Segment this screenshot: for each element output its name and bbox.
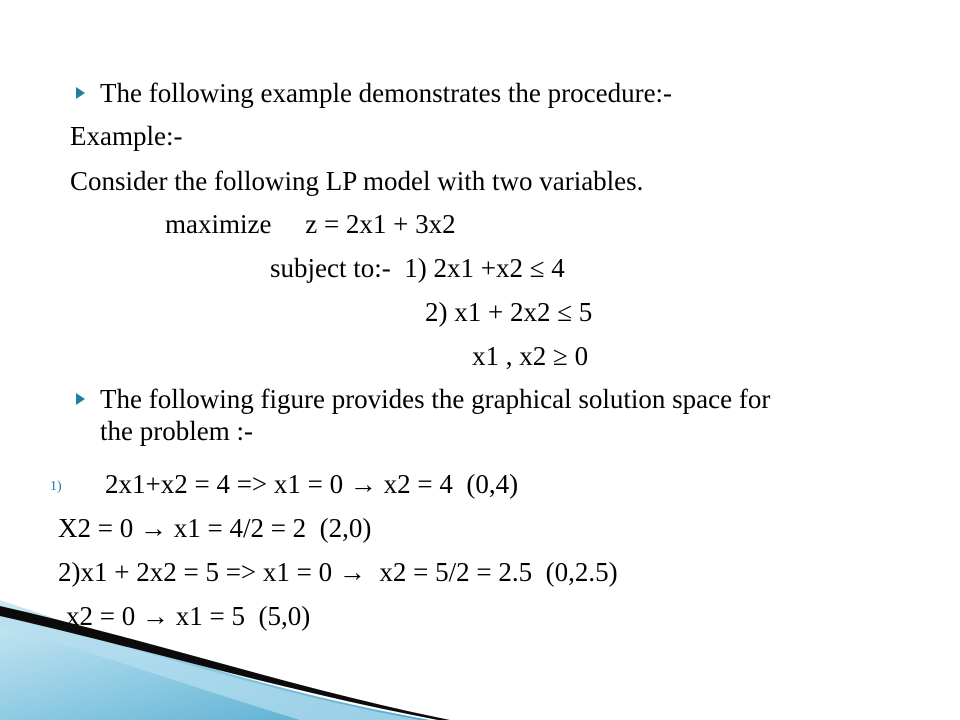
solution-line-2: X2 = 0 → x1 = 4/2 = 2 (2,0) (58, 513, 372, 543)
bullet-text-1: The following example demonstrates the procedure:- (100, 78, 673, 108)
intro-text: Consider the following LP model with two variables. (70, 166, 644, 196)
non-negativity: x1 , x2 ≥ 0 (472, 341, 589, 371)
objective-function: maximize z = 2x1 + 3x2 (165, 209, 456, 239)
constraint-2: 2) x1 + 2x2 ≤ 5 (425, 297, 593, 327)
list-number: 1) (50, 479, 62, 494)
solution-line-3: 2)x1 + 2x2 = 5 => x1 = 0 → x2 = 5/2 = 2.5 (0,2.5) (58, 557, 618, 587)
solution-line-4: x2 = 0 → x1 = 5 (5,0) (66, 601, 311, 631)
bullet-text-2-continued: the problem :- (100, 416, 253, 446)
bullet-text-2: The following figure provides the graphical solution space for (100, 384, 771, 414)
constraint-1: subject to:- 1) 2x1 +x2 ≤ 4 (270, 253, 565, 283)
solution-line-1: 2x1+x2 = 4 => x1 = 0 → x2 = 4 (0,4) (105, 469, 519, 499)
example-label: Example:- (70, 121, 183, 151)
